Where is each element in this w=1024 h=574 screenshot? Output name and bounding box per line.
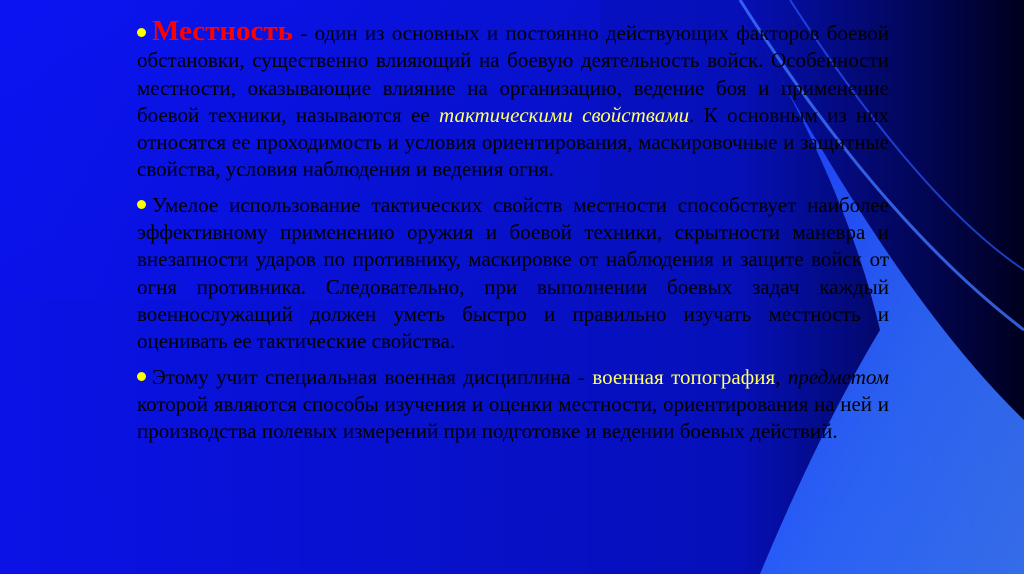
- bullet-icon: [137, 28, 146, 37]
- paragraph-text: - один из основных и постоянно действующих факторов боевой обстановки, существенно влияющий на боевую деятельность войск. Особенности местности, оказывающие влияние на организацию, ведение боя и применение боевой техники, называются ее: [137, 21, 889, 127]
- paragraph-text: Умелое использование тактических свойств местности способствует наиболее эффективному применению оружия и боевой техники, скрытности маневра и внезапности ударов по противнику, маскировке от наблюдения и защите войск от огня противника. Следовательно, при выполнении боевых задач каждый военнослужащий должен уметь быстро и правильно изучать местность и оценивать ее тактические свойства.: [137, 192, 889, 354]
- paragraph-text: Этому учит специальная военная дисциплина -: [152, 364, 593, 389]
- bullet-icon: [137, 200, 146, 209]
- paragraph-military-topography: [137, 364, 889, 446]
- emphasis-subject: предметом: [787, 364, 889, 389]
- term-terrain: Местность: [152, 15, 293, 47]
- paragraph-text: которой являются способы изучения и оценки местности, ориентирования на ней и производства полевых измерений при подготовке и ведении боевых действий.: [137, 391, 889, 444]
- paragraph-terrain-definition: [137, 15, 889, 184]
- paragraph-text: . К основным из них относятся ее проходимость и условия ориентирования, маскировочные и защитные свойства, условия наблюдения и ведения огня.: [137, 102, 889, 182]
- emphasis-tactical-properties: тактическими свойствами: [439, 102, 690, 127]
- bullet-icon: [137, 372, 146, 381]
- subject-military-topography: военная топография: [592, 364, 776, 389]
- paragraph-text: ,: [775, 364, 788, 389]
- paragraph-terrain-usage: [137, 192, 889, 356]
- slide-content: [137, 15, 889, 453]
